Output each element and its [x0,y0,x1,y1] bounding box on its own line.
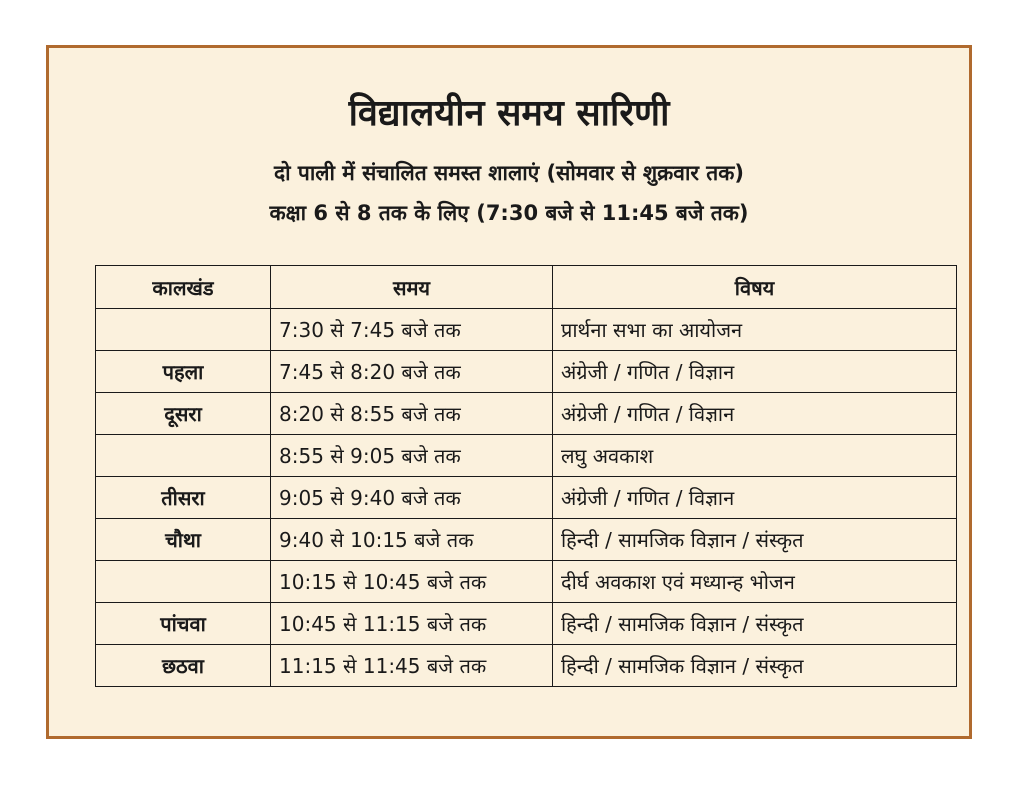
subject-cell: प्रार्थना सभा का आयोजन [553,309,957,351]
subtitle-classes: कक्षा 6 से 8 तक के लिए (7:30 बजे से 11:45 बजे तक) [269,201,749,225]
period-cell: पहला [96,351,271,393]
page-title: विद्यालयीन समय सारिणी [348,93,670,134]
header-time: समय [271,266,553,309]
time-cell: 10:15 से 10:45 बजे तक [271,561,553,603]
period-cell: चौथा [96,519,271,561]
table-row [96,561,957,603]
timetable-card [46,45,972,739]
time-cell: 10:45 से 11:15 बजे तक [271,603,553,645]
table-row [96,351,957,393]
subject-cell: हिन्दी / सामजिक विज्ञान / संस्कृत [553,519,957,561]
time-cell: 11:15 से 11:45 बजे तक [271,645,553,687]
period-cell: दूसरा [96,393,271,435]
table-row [96,519,957,561]
subject-cell: अंग्रेजी / गणित / विज्ञान [553,477,957,519]
table-row [96,645,957,687]
time-cell: 9:05 से 9:40 बजे तक [271,477,553,519]
period-cell [96,561,271,603]
subject-cell: हिन्दी / सामजिक विज्ञान / संस्कृत [553,645,957,687]
time-cell: 8:20 से 8:55 बजे तक [271,393,553,435]
subject-cell: लघु अवकाश [553,435,957,477]
subject-cell: हिन्दी / सामजिक विज्ञान / संस्कृत [553,603,957,645]
subtitle-shifts: दो पाली में संचालित समस्त शालाएं (सोमवार से शुक्रवार तक) [273,161,744,185]
period-cell: छठवा [96,645,271,687]
period-cell [96,435,271,477]
period-cell: पांचवा [96,603,271,645]
header-period: कालखंड [96,266,271,309]
period-cell: तीसरा [96,477,271,519]
table-row [96,603,957,645]
subject-cell: अंग्रेजी / गणित / विज्ञान [553,393,957,435]
subject-cell: दीर्घ अवकाश एवं मध्यान्ह भोजन [553,561,957,603]
time-cell: 7:45 से 8:20 बजे तक [271,351,553,393]
time-cell: 8:55 से 9:05 बजे तक [271,435,553,477]
table-header-row [96,266,957,309]
time-cell: 9:40 से 10:15 बजे तक [271,519,553,561]
table-row [96,393,957,435]
timetable [95,265,957,687]
subject-cell: अंग्रेजी / गणित / विज्ञान [553,351,957,393]
table-row [96,435,957,477]
time-cell: 7:30 से 7:45 बजे तक [271,309,553,351]
header-subject: विषय [553,266,957,309]
table-row [96,477,957,519]
table-row [96,309,957,351]
period-cell [96,309,271,351]
